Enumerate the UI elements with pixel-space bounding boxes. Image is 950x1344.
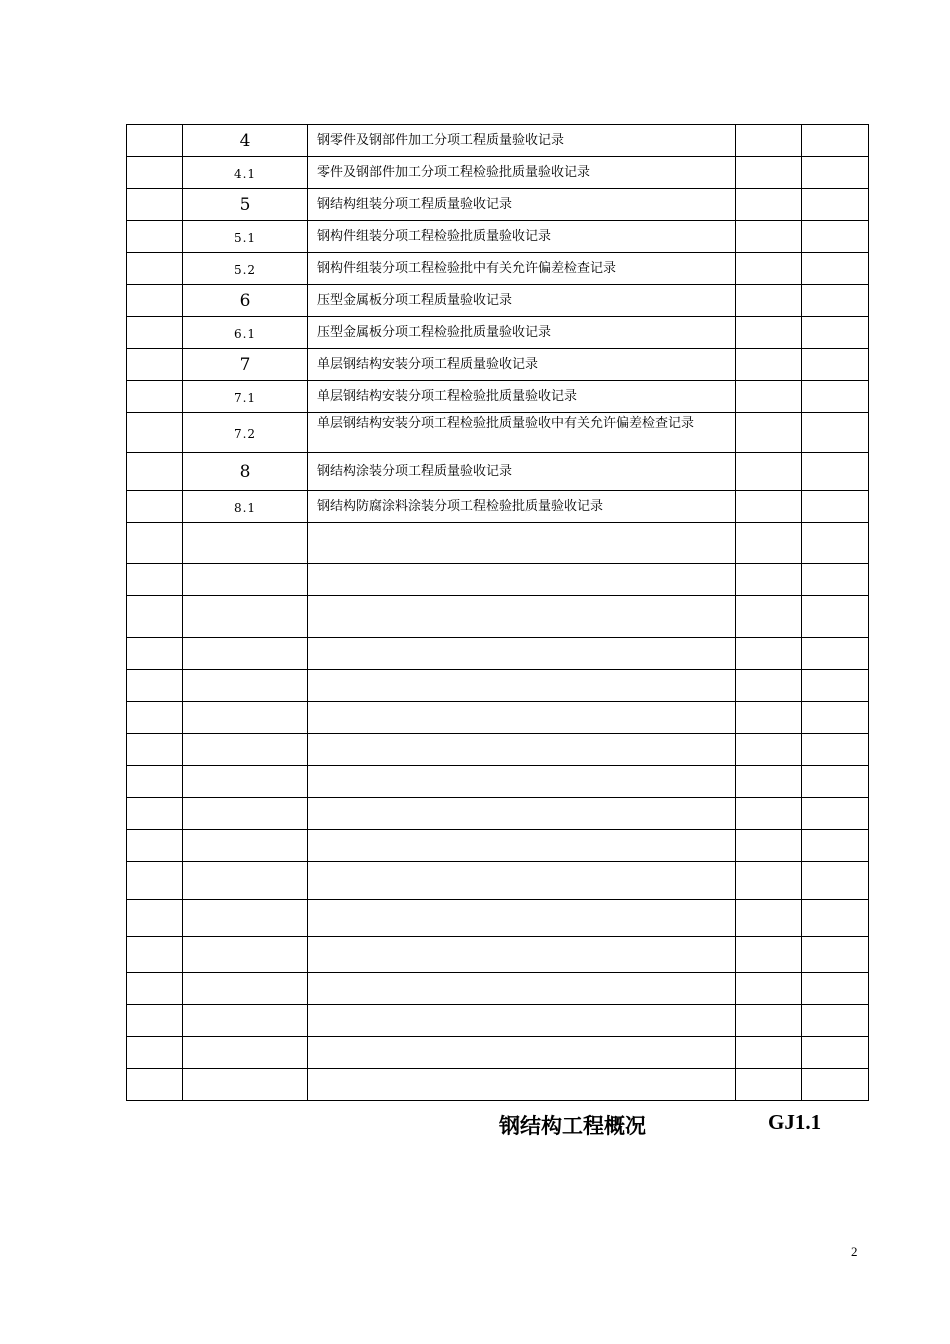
cell-item-no bbox=[183, 413, 308, 453]
cell-item-no bbox=[183, 564, 308, 596]
table-row-empty bbox=[127, 973, 869, 1005]
cell-item-no bbox=[183, 125, 308, 157]
table-row-empty bbox=[127, 798, 869, 830]
table-row bbox=[127, 381, 869, 413]
cell-blank-c bbox=[802, 157, 869, 189]
record-name: 单层钢结构安装分项工程检验批质量验收记录 bbox=[317, 388, 578, 404]
cell-blank-b bbox=[736, 189, 802, 221]
cell-blank-a bbox=[127, 491, 183, 523]
cell-record-name bbox=[308, 564, 736, 596]
cell-item-no bbox=[183, 317, 308, 349]
item-number: 6 bbox=[239, 290, 251, 311]
cell-blank-b bbox=[736, 937, 802, 973]
table-row-empty bbox=[127, 734, 869, 766]
cell-item-no bbox=[183, 349, 308, 381]
cell-blank-a bbox=[127, 1005, 183, 1037]
cell-blank-b bbox=[736, 453, 802, 491]
cell-record-name bbox=[308, 349, 736, 381]
cell-item-no bbox=[183, 900, 308, 937]
cell-blank-b bbox=[736, 349, 802, 381]
cell-blank-a bbox=[127, 125, 183, 157]
cell-blank-a bbox=[127, 221, 183, 253]
cell-blank-c bbox=[802, 766, 869, 798]
cell-blank-a bbox=[127, 900, 183, 937]
table-row-empty bbox=[127, 830, 869, 862]
cell-blank-a bbox=[127, 596, 183, 638]
cell-blank-c bbox=[802, 830, 869, 862]
cell-blank-c bbox=[802, 596, 869, 638]
cell-record-name bbox=[308, 125, 736, 157]
cell-item-no bbox=[183, 1005, 308, 1037]
cell-blank-c bbox=[802, 381, 869, 413]
cell-blank-b bbox=[736, 221, 802, 253]
cell-item-no bbox=[183, 523, 308, 564]
item-number: 8 bbox=[239, 461, 251, 482]
cell-blank-b bbox=[736, 413, 802, 453]
cell-blank-a bbox=[127, 413, 183, 453]
cell-blank-c bbox=[802, 937, 869, 973]
cell-item-no bbox=[183, 670, 308, 702]
cell-blank-c bbox=[802, 453, 869, 491]
cell-blank-a bbox=[127, 564, 183, 596]
table-row-empty bbox=[127, 1005, 869, 1037]
cell-blank-b bbox=[736, 766, 802, 798]
record-name: 钢结构组装分项工程质量验收记录 bbox=[317, 196, 513, 212]
cell-blank-b bbox=[736, 1005, 802, 1037]
cell-record-name bbox=[308, 157, 736, 189]
cell-item-no bbox=[183, 766, 308, 798]
table-row-empty bbox=[127, 937, 869, 973]
record-name: 压型金属板分项工程质量验收记录 bbox=[317, 292, 513, 308]
cell-record-name bbox=[308, 734, 736, 766]
record-name: 单层钢结构安装分项工程检验批质量验收中有关允许偏差检查记录 bbox=[317, 415, 695, 431]
table-row bbox=[127, 349, 869, 381]
cell-item-no bbox=[183, 221, 308, 253]
page-number: 2 bbox=[851, 1244, 858, 1259]
item-number: 4.1 bbox=[233, 167, 257, 181]
cell-record-name bbox=[308, 491, 736, 523]
cell-record-name bbox=[308, 221, 736, 253]
cell-record-name bbox=[308, 253, 736, 285]
cell-blank-a bbox=[127, 157, 183, 189]
cell-blank-b bbox=[736, 830, 802, 862]
table-row-empty bbox=[127, 596, 869, 638]
cell-blank-a bbox=[127, 766, 183, 798]
cell-record-name bbox=[308, 973, 736, 1005]
cell-blank-a bbox=[127, 1037, 183, 1069]
cell-item-no bbox=[183, 381, 308, 413]
table-row bbox=[127, 253, 869, 285]
cell-item-no bbox=[183, 189, 308, 221]
cell-record-name bbox=[308, 702, 736, 734]
cell-blank-b bbox=[736, 157, 802, 189]
cell-record-name bbox=[308, 317, 736, 349]
cell-blank-c bbox=[802, 638, 869, 670]
cell-record-name bbox=[308, 766, 736, 798]
cell-blank-c bbox=[802, 1037, 869, 1069]
table-row-empty bbox=[127, 670, 869, 702]
table-row-empty bbox=[127, 862, 869, 900]
cell-blank-b bbox=[736, 317, 802, 349]
cell-record-name bbox=[308, 453, 736, 491]
table-row-empty bbox=[127, 702, 869, 734]
cell-blank-b bbox=[736, 670, 802, 702]
cell-record-name bbox=[308, 381, 736, 413]
table-row bbox=[127, 221, 869, 253]
record-name: 单层钢结构安装分项工程质量验收记录 bbox=[317, 356, 539, 372]
cell-record-name bbox=[308, 830, 736, 862]
cell-item-no bbox=[183, 798, 308, 830]
record-index-table bbox=[126, 124, 869, 1101]
cell-record-name bbox=[308, 670, 736, 702]
item-number: 7 bbox=[239, 354, 251, 375]
cell-item-no bbox=[183, 937, 308, 973]
cell-record-name bbox=[308, 1069, 736, 1101]
record-name: 压型金属板分项工程检验批质量验收记录 bbox=[317, 324, 552, 340]
cell-blank-c bbox=[802, 670, 869, 702]
cell-item-no bbox=[183, 973, 308, 1005]
cell-blank-c bbox=[802, 189, 869, 221]
cell-blank-c bbox=[802, 862, 869, 900]
cell-item-no bbox=[183, 702, 308, 734]
section-code: GJ1.1 bbox=[768, 1110, 822, 1134]
cell-blank-a bbox=[127, 253, 183, 285]
item-number: 7.1 bbox=[233, 391, 257, 405]
cell-blank-b bbox=[736, 285, 802, 317]
cell-blank-a bbox=[127, 798, 183, 830]
table-row-empty bbox=[127, 900, 869, 937]
cell-blank-b bbox=[736, 381, 802, 413]
cell-blank-a bbox=[127, 937, 183, 973]
record-name: 钢构件组装分项工程检验批质量验收记录 bbox=[317, 228, 552, 244]
cell-blank-a bbox=[127, 734, 183, 766]
cell-item-no bbox=[183, 157, 308, 189]
cell-item-no bbox=[183, 734, 308, 766]
cell-blank-a bbox=[127, 317, 183, 349]
cell-record-name bbox=[308, 862, 736, 900]
record-name: 钢构件组装分项工程检验批中有关允许偏差检查记录 bbox=[317, 260, 617, 276]
cell-record-name bbox=[308, 1037, 736, 1069]
cell-record-name bbox=[308, 1005, 736, 1037]
table-row bbox=[127, 453, 869, 491]
table-row-empty bbox=[127, 523, 869, 564]
cell-item-no bbox=[183, 830, 308, 862]
cell-blank-b bbox=[736, 1037, 802, 1069]
table-row bbox=[127, 491, 869, 523]
cell-blank-a bbox=[127, 862, 183, 900]
cell-blank-c bbox=[802, 221, 869, 253]
record-name: 钢结构防腐涂料涂装分项工程检验批质量验收记录 bbox=[317, 498, 604, 514]
cell-blank-b bbox=[736, 702, 802, 734]
cell-blank-c bbox=[802, 702, 869, 734]
table-row bbox=[127, 413, 869, 453]
table-row-empty bbox=[127, 638, 869, 670]
record-name: 钢结构涂装分项工程质量验收记录 bbox=[317, 463, 513, 479]
cell-blank-a bbox=[127, 381, 183, 413]
table-row-empty bbox=[127, 564, 869, 596]
cell-blank-b bbox=[736, 596, 802, 638]
cell-blank-c bbox=[802, 798, 869, 830]
section-title: 钢结构工程概况 bbox=[499, 1114, 646, 1138]
cell-item-no bbox=[183, 453, 308, 491]
cell-record-name bbox=[308, 638, 736, 670]
cell-item-no bbox=[183, 1037, 308, 1069]
table-row bbox=[127, 125, 869, 157]
cell-blank-b bbox=[736, 798, 802, 830]
cell-blank-b bbox=[736, 523, 802, 564]
table-row bbox=[127, 189, 869, 221]
cell-blank-b bbox=[736, 734, 802, 766]
cell-blank-b bbox=[736, 125, 802, 157]
cell-blank-c bbox=[802, 523, 869, 564]
cell-item-no bbox=[183, 596, 308, 638]
cell-blank-c bbox=[802, 285, 869, 317]
table-row bbox=[127, 285, 869, 317]
cell-blank-a bbox=[127, 1069, 183, 1101]
item-number: 5.2 bbox=[233, 263, 257, 277]
table-row-empty bbox=[127, 1069, 869, 1101]
cell-record-name bbox=[308, 523, 736, 564]
cell-blank-a bbox=[127, 189, 183, 221]
cell-item-no bbox=[183, 253, 308, 285]
cell-blank-a bbox=[127, 702, 183, 734]
cell-item-no bbox=[183, 491, 308, 523]
cell-record-name bbox=[308, 413, 736, 453]
cell-blank-b bbox=[736, 862, 802, 900]
cell-blank-c bbox=[802, 317, 869, 349]
cell-item-no bbox=[183, 285, 308, 317]
table-row-empty bbox=[127, 766, 869, 798]
cell-record-name bbox=[308, 596, 736, 638]
table-row-empty bbox=[127, 1037, 869, 1069]
cell-record-name bbox=[308, 937, 736, 973]
cell-item-no bbox=[183, 1069, 308, 1101]
cell-record-name bbox=[308, 900, 736, 937]
cell-record-name bbox=[308, 189, 736, 221]
cell-blank-a bbox=[127, 670, 183, 702]
cell-blank-b bbox=[736, 1069, 802, 1101]
record-index-body bbox=[127, 125, 869, 1101]
cell-blank-b bbox=[736, 253, 802, 285]
cell-blank-b bbox=[736, 491, 802, 523]
record-name: 零件及钢部件加工分项工程检验批质量验收记录 bbox=[317, 164, 591, 180]
cell-blank-c bbox=[802, 1069, 869, 1101]
cell-blank-c bbox=[802, 349, 869, 381]
item-number: 4 bbox=[239, 130, 251, 151]
cell-blank-a bbox=[127, 973, 183, 1005]
cell-blank-b bbox=[736, 638, 802, 670]
cell-blank-b bbox=[736, 900, 802, 937]
cell-blank-a bbox=[127, 830, 183, 862]
cell-blank-b bbox=[736, 973, 802, 1005]
cell-blank-c bbox=[802, 1005, 869, 1037]
cell-blank-c bbox=[802, 734, 869, 766]
item-number: 5.1 bbox=[233, 231, 257, 245]
cell-blank-c bbox=[802, 564, 869, 596]
cell-blank-a bbox=[127, 638, 183, 670]
cell-blank-c bbox=[802, 253, 869, 285]
cell-blank-a bbox=[127, 285, 183, 317]
table-row bbox=[127, 317, 869, 349]
cell-blank-a bbox=[127, 523, 183, 564]
item-number: 7.2 bbox=[233, 427, 257, 441]
cell-blank-c bbox=[802, 973, 869, 1005]
item-number: 6.1 bbox=[233, 327, 257, 341]
cell-blank-c bbox=[802, 491, 869, 523]
cell-record-name bbox=[308, 285, 736, 317]
table-row bbox=[127, 157, 869, 189]
cell-blank-b bbox=[736, 564, 802, 596]
item-number: 8.1 bbox=[233, 501, 257, 515]
cell-blank-c bbox=[802, 125, 869, 157]
record-name: 钢零件及钢部件加工分项工程质量验收记录 bbox=[317, 132, 565, 148]
cell-item-no bbox=[183, 638, 308, 670]
item-number: 5 bbox=[239, 194, 251, 215]
cell-blank-a bbox=[127, 453, 183, 491]
cell-blank-c bbox=[802, 413, 869, 453]
cell-record-name bbox=[308, 798, 736, 830]
cell-blank-a bbox=[127, 349, 183, 381]
cell-item-no bbox=[183, 862, 308, 900]
cell-blank-c bbox=[802, 900, 869, 937]
